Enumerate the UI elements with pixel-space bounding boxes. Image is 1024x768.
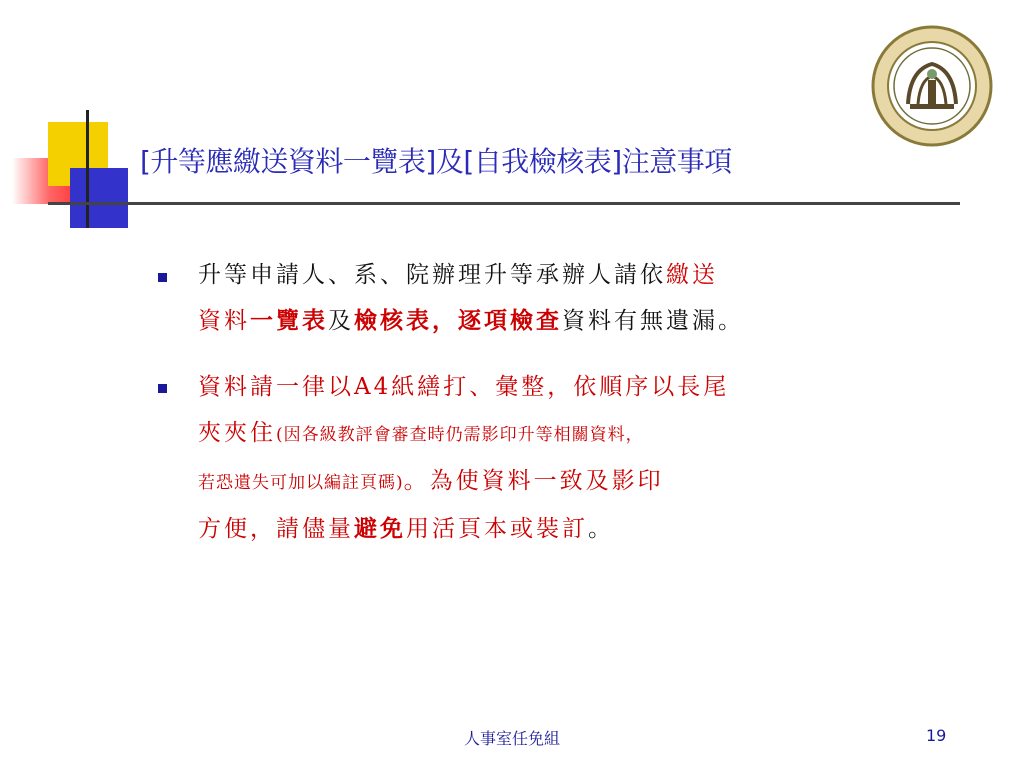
- text-run-emphasis: 用活頁本或裝訂: [406, 516, 588, 542]
- text-run-emphasis: 繳送: [666, 262, 718, 288]
- text-run-note: (因各級教評會審查時仍需影印升等相關資料，: [276, 425, 644, 445]
- bullet-marker: [158, 384, 167, 393]
- text-run: 資料有無遺漏。: [562, 308, 744, 334]
- text-run-emphasis-bold: 檢核表，逐項檢查: [354, 307, 562, 334]
- text-run-emphasis: 方便，請儘量: [198, 516, 354, 542]
- page-title: [升等應繳送資料一覽表]及[自我檢核表]注意事項: [140, 145, 732, 178]
- text-run: 升等申請人、系、院辦理升等承辦人請依: [198, 262, 666, 288]
- page-number: 19: [926, 726, 947, 745]
- title-divider-line: [48, 202, 960, 205]
- decor-vertical-line: [86, 110, 89, 228]
- text-run-emphasis-bold: 一覽表: [250, 307, 328, 334]
- university-seal-logo: [870, 24, 994, 148]
- text-run-emphasis: 資料請一律以A4紙繕打、彙整，依順序以長尾: [198, 374, 730, 400]
- text-run-emphasis: 夾夾住: [198, 420, 276, 446]
- bullet-marker: [158, 273, 167, 282]
- text-run-emphasis: 資料: [198, 308, 250, 334]
- text-run-note: 若恐遺失可加以編註頁碼): [198, 473, 404, 493]
- decor-blue-block: [70, 168, 128, 228]
- text-run: 及: [328, 308, 354, 334]
- text-run-emphasis: 。為使資料一致及影印: [403, 468, 664, 494]
- list-item: [198, 252, 918, 344]
- list-item: [198, 364, 918, 552]
- text-run: 。: [588, 516, 614, 542]
- footer-department: 人事室任免組: [463, 729, 560, 748]
- text-run-emphasis-bold: 避免: [354, 515, 406, 542]
